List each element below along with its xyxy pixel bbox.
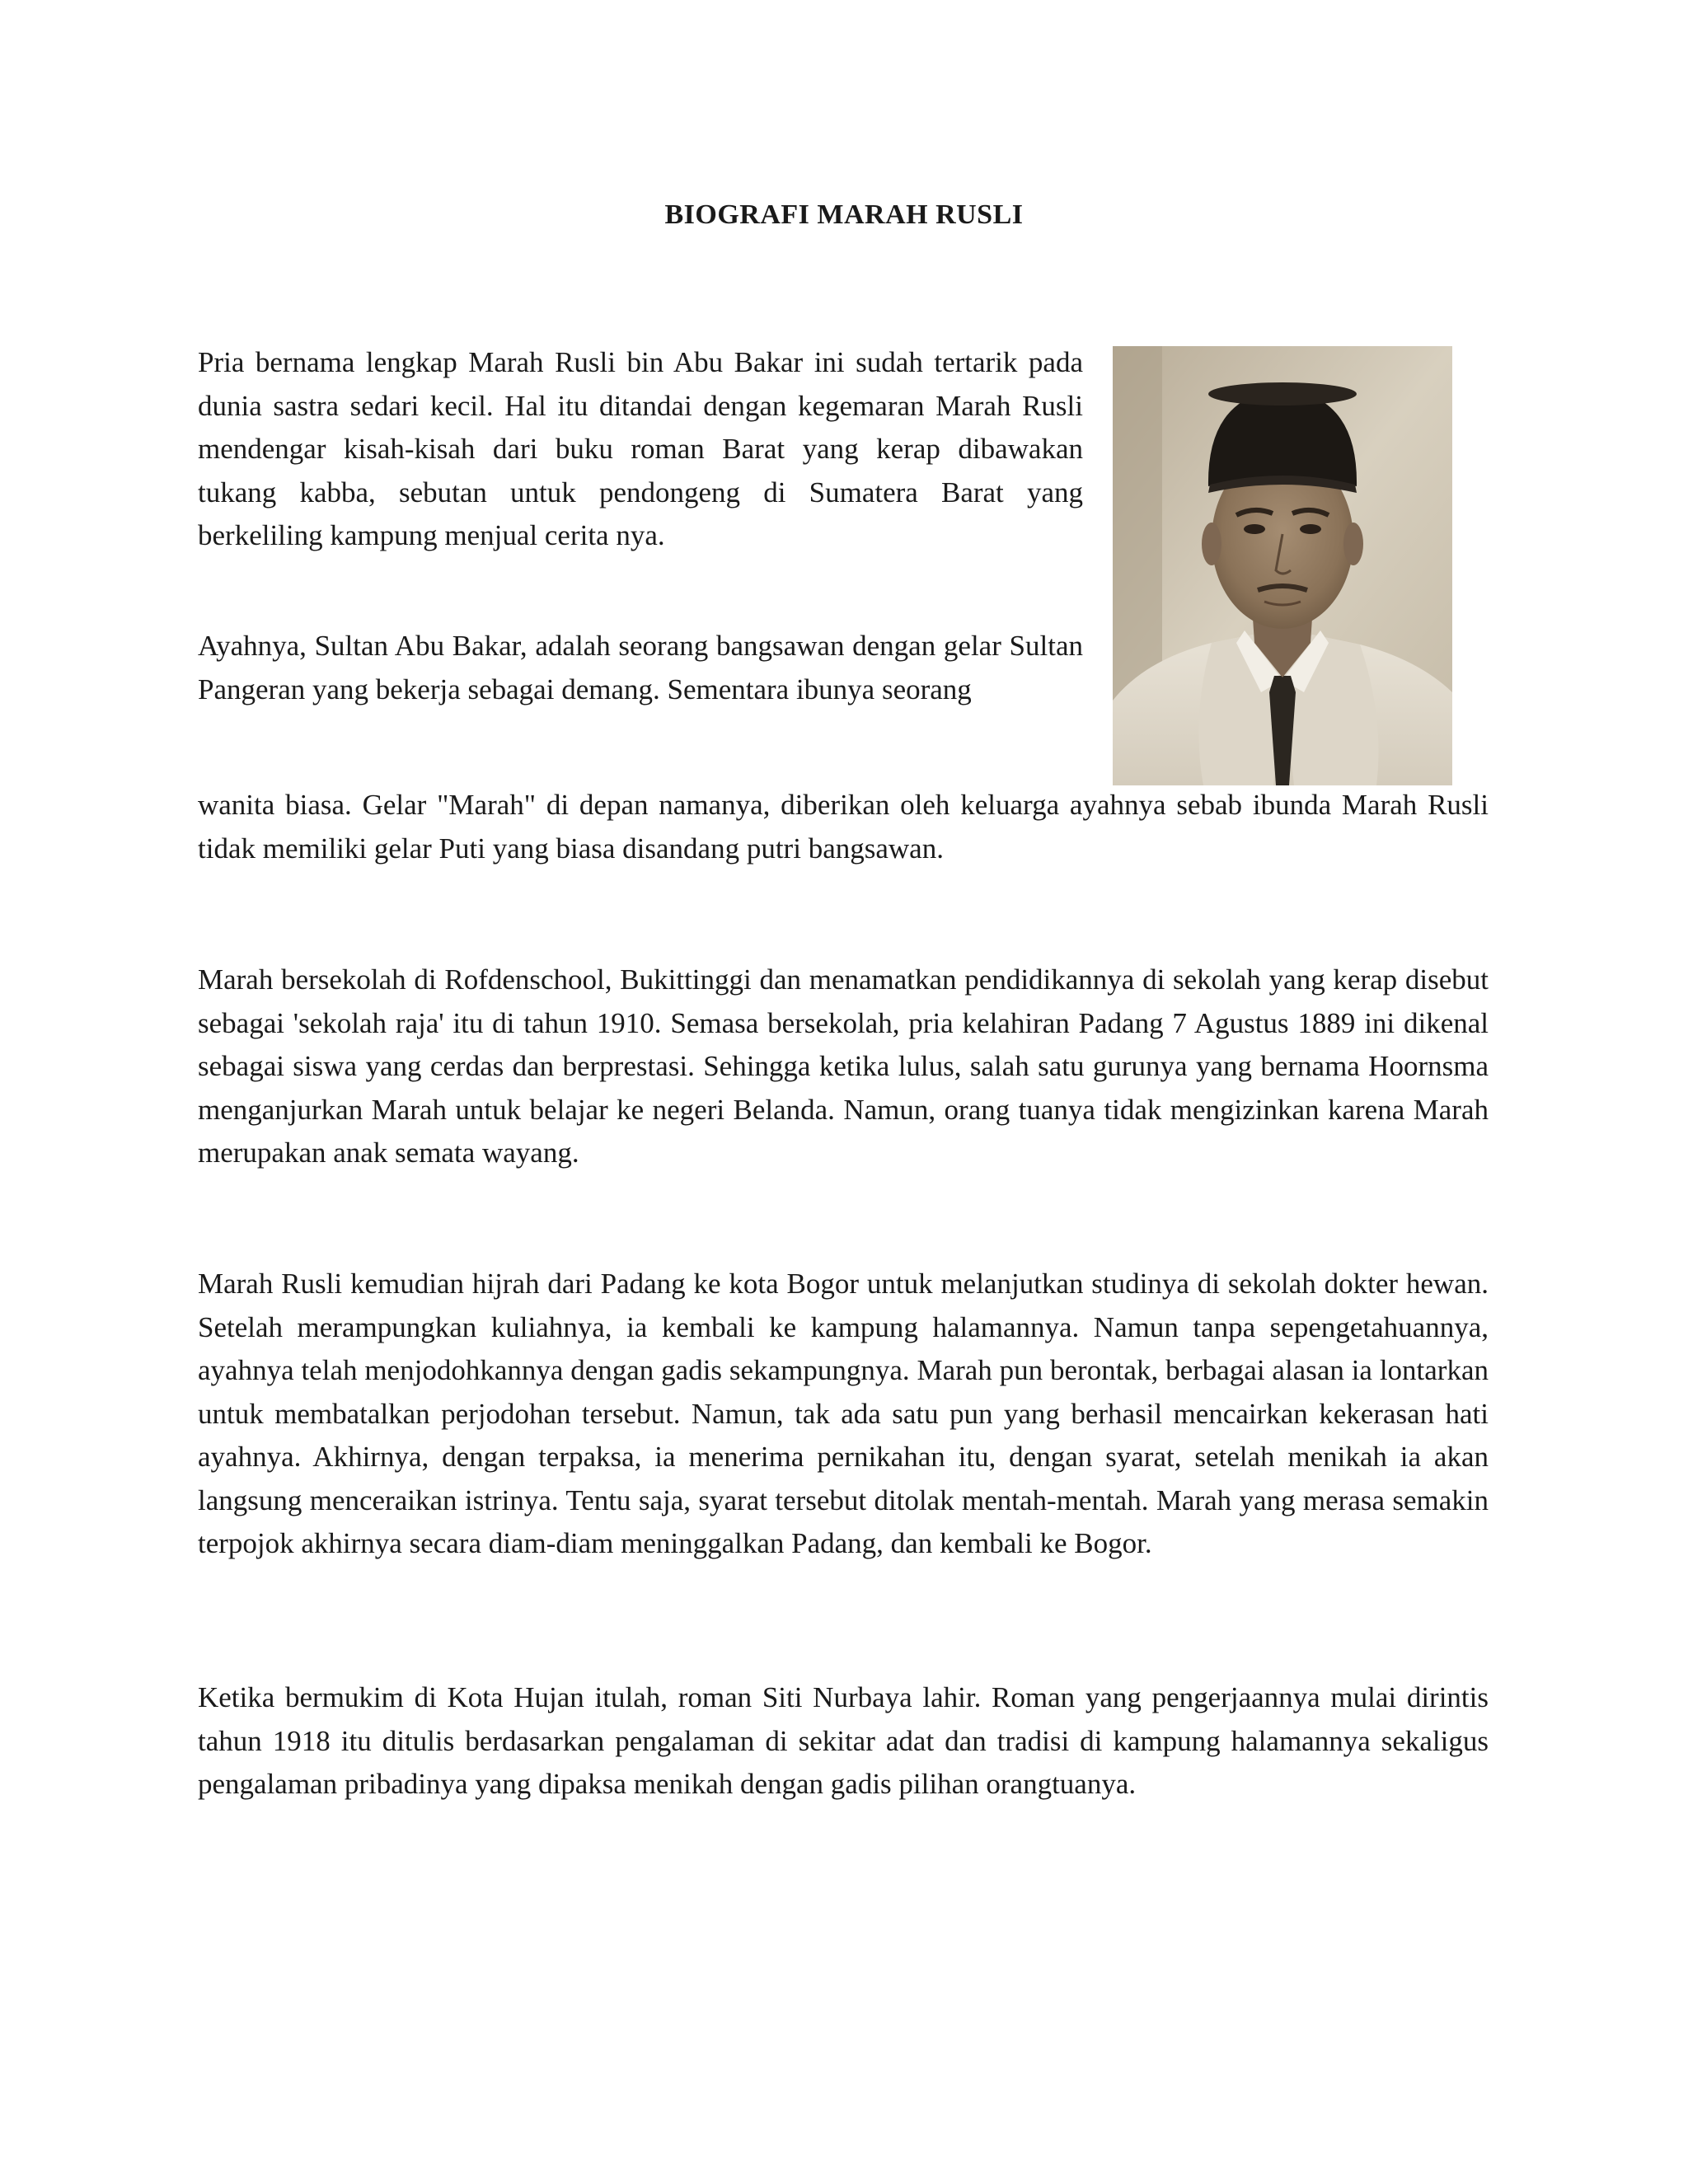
paragraph-5: Marah Rusli kemudian hijrah dari Padang ke kota Bogor untuk melanjutkan studinya di sekolah dokter hewan. Setelah merampungkan kuliahnya, ia kembali ke kampung halamannya. Namun tanpa sepengetahuannya, ayahnya telah menjodohkannya dengan gadis sekampungnya. Marah pun berontak, berbagai alasan ia lontarkan untuk membatalkan perjodohan tersebut. Namun, tak ada satu pun yang berhasil mencairkan kekerasan hati ayahnya. Akhirnya, dengan terpaksa, ia menerima pernikahan itu, dengan syarat, setelah menikah ia akan langsung menceraikan istrinya. Tentu saja, syarat tersebut ditolak mentah-mentah. Marah yang merasa semakin terpojok akhirnya secara diam-diam meninggalkan Padang, dan kembali ke Bogor.: [198, 1268, 1489, 1559]
paragraph-3: wanita biasa. Gelar "Marah" di depan namanya, diberikan oleh keluarga ayahnya sebab ibunda Marah Rusli tidak memiliki gelar Puti yang biasa disandang putri bangsawan.: [198, 789, 1489, 865]
page-title: BIOGRAFI MARAH RUSLI: [664, 199, 1024, 230]
paragraph-6: Ketika bermukim di Kota Hujan itulah, roman Siti Nurbaya lahir. Roman yang pengerjaannya mulai dirintis tahun 1918 itu ditulis berdasarkan pengalaman di sekitar adat dan tradisi di kampung halamannya sekaligus pengalaman pribadinya yang dipaksa menikah dengan gadis pilihan orangtuanya.: [198, 1681, 1489, 1800]
paragraph-4: Marah bersekolah di Rofdenschool, Bukittinggi dan menamatkan pendidikannya di sekolah yang kerap disebut sebagai 'sekolah raja' itu di tahun 1910. Semasa bersekolah, pria kelahiran Padang 7 Agustus 1889 ini dikenal sebagai siswa yang cerdas dan berprestasi. Sehingga ketika lulus, salah satu gurunya yang bernama Hoornsma menganjurkan Marah untuk belajar ke negeri Belanda. Namun, orang tuanya tidak mengizinkan karena Marah merupakan anak semata wayang.: [198, 963, 1489, 1169]
paragraph-2: Ayahnya, Sultan Abu Bakar, adalah seorang bangsawan dengan gelar Sultan Pangeran yang bekerja sebagai demang. Sementara ibunya seorang: [198, 630, 1083, 705]
portrait-photo: [1113, 346, 1452, 785]
paragraph-1: Pria bernama lengkap Marah Rusli bin Abu Bakar ini sudah tertarik pada dunia sastra sedari kecil. Hal itu ditandai dengan kegemaran Marah Rusli mendengar kisah-kisah dari buku roman Barat yang kerap dibawakan tukang kabba, sebutan untuk pendongeng di Sumatera Barat yang berkeliling kampung menjual cerita nya.: [198, 346, 1083, 551]
portrait-illustration: [1113, 346, 1452, 785]
